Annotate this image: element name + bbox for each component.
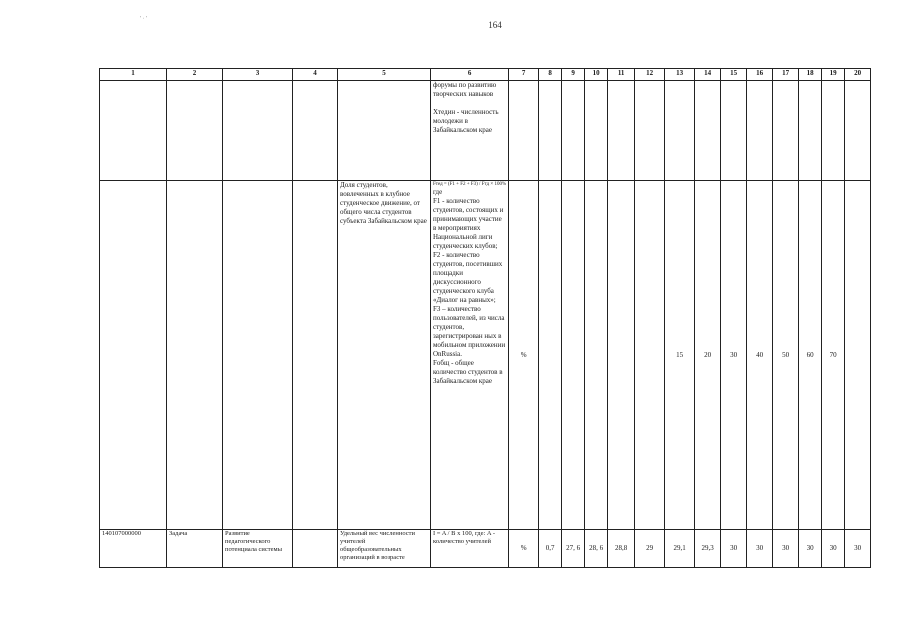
formula-cell bbox=[431, 181, 509, 530]
value-cell: 30 bbox=[721, 530, 747, 568]
column-header: 20 bbox=[845, 69, 871, 81]
column-header: 12 bbox=[635, 69, 665, 81]
task-name: Развитие педагогического потенциала системы bbox=[223, 530, 293, 568]
column-header: 15 bbox=[721, 69, 747, 81]
formula-text: где bbox=[433, 188, 443, 196]
value-cell: 15 bbox=[665, 181, 695, 530]
type-cell: Задача bbox=[167, 530, 223, 568]
column-header: 4 bbox=[293, 69, 338, 81]
column-header: 17 bbox=[773, 69, 799, 81]
value-cell: 29 bbox=[635, 530, 665, 568]
formula-cell: I = A / B x 100, где: A - количество учителей bbox=[431, 530, 509, 568]
table-row bbox=[100, 181, 871, 530]
column-header: 13 bbox=[665, 69, 695, 81]
formula-text: Fобщ - общее количество студентов в Забайкальском крае bbox=[433, 359, 503, 385]
column-header: 3 bbox=[223, 69, 293, 81]
unit-cell: % bbox=[509, 530, 539, 568]
value-cell: 20 bbox=[695, 181, 721, 530]
value-cell: 30 bbox=[822, 530, 845, 568]
value-cell: 29,3 bbox=[695, 530, 721, 568]
column-header: 19 bbox=[822, 69, 845, 81]
value-cell: 30 bbox=[721, 181, 747, 530]
value-cell: 50 bbox=[773, 181, 799, 530]
value-cell: 30 bbox=[773, 530, 799, 568]
value-cell: 30 bbox=[799, 530, 822, 568]
column-header: 7 bbox=[509, 69, 539, 81]
value-cell: 30 bbox=[845, 530, 871, 568]
formula-text: F1 - количество студентов, состоящих и принимающих участие в мероприятиях Национальной лиги студенческих клубов; bbox=[433, 197, 504, 250]
column-header: 8 bbox=[539, 69, 562, 81]
formula-expression: Fтед = (F1 + F2 + F3) / Fтд × 100% bbox=[433, 182, 507, 187]
table-row bbox=[100, 530, 871, 568]
formula-cell bbox=[431, 81, 509, 181]
column-header: 5 bbox=[338, 69, 431, 81]
value-cell: 70 bbox=[822, 181, 845, 530]
column-header: 2 bbox=[167, 69, 223, 81]
header-row bbox=[100, 69, 871, 81]
table-row bbox=[100, 81, 871, 181]
column-header: 10 bbox=[585, 69, 608, 81]
value-cell: 29,1 bbox=[665, 530, 695, 568]
page-number: 164 bbox=[488, 20, 502, 30]
value-cell: 27, 6 bbox=[562, 530, 585, 568]
value-cell: 28, 6 bbox=[585, 530, 608, 568]
indicator-table bbox=[99, 68, 871, 568]
formula-text: Хтедин - численность молодежи в Забайкальском крае bbox=[433, 108, 499, 134]
value-cell: 60 bbox=[799, 181, 822, 530]
formula-text: F2 - количество студентов, посетивших площадки дискуссионного студенческого клуба «Диалог на равных»; bbox=[433, 251, 503, 304]
column-header: 6 bbox=[431, 69, 509, 81]
indicator-name: Удельный вес численности учителей общеобразовательных организаций в возрасте bbox=[338, 530, 431, 568]
scan-marks: ' · ' bbox=[140, 16, 148, 22]
value-cell: 40 bbox=[747, 181, 773, 530]
indicator-name: Доля студентов, вовлеченных в клубное студенческое движение, от общего числа студентов субъекта Забайкальском крае bbox=[338, 181, 431, 530]
formula-text: форумы по развитию творческих навыков bbox=[433, 81, 497, 98]
column-header: 14 bbox=[695, 69, 721, 81]
value-cell: 30 bbox=[747, 530, 773, 568]
value-cell: 0,7 bbox=[539, 530, 562, 568]
value-cell: 28,8 bbox=[608, 530, 635, 568]
column-header: 9 bbox=[562, 69, 585, 81]
column-header: 11 bbox=[608, 69, 635, 81]
column-header: 18 bbox=[799, 69, 822, 81]
formula-text: F3 – количество пользователей, из числа студентов, зарегистрирован ных в мобильном приложении OnRussia. bbox=[433, 305, 506, 358]
unit-cell: % bbox=[509, 181, 539, 530]
column-header: 16 bbox=[747, 69, 773, 81]
code-cell: 140107000000 bbox=[100, 530, 167, 568]
column-header: 1 bbox=[100, 69, 167, 81]
